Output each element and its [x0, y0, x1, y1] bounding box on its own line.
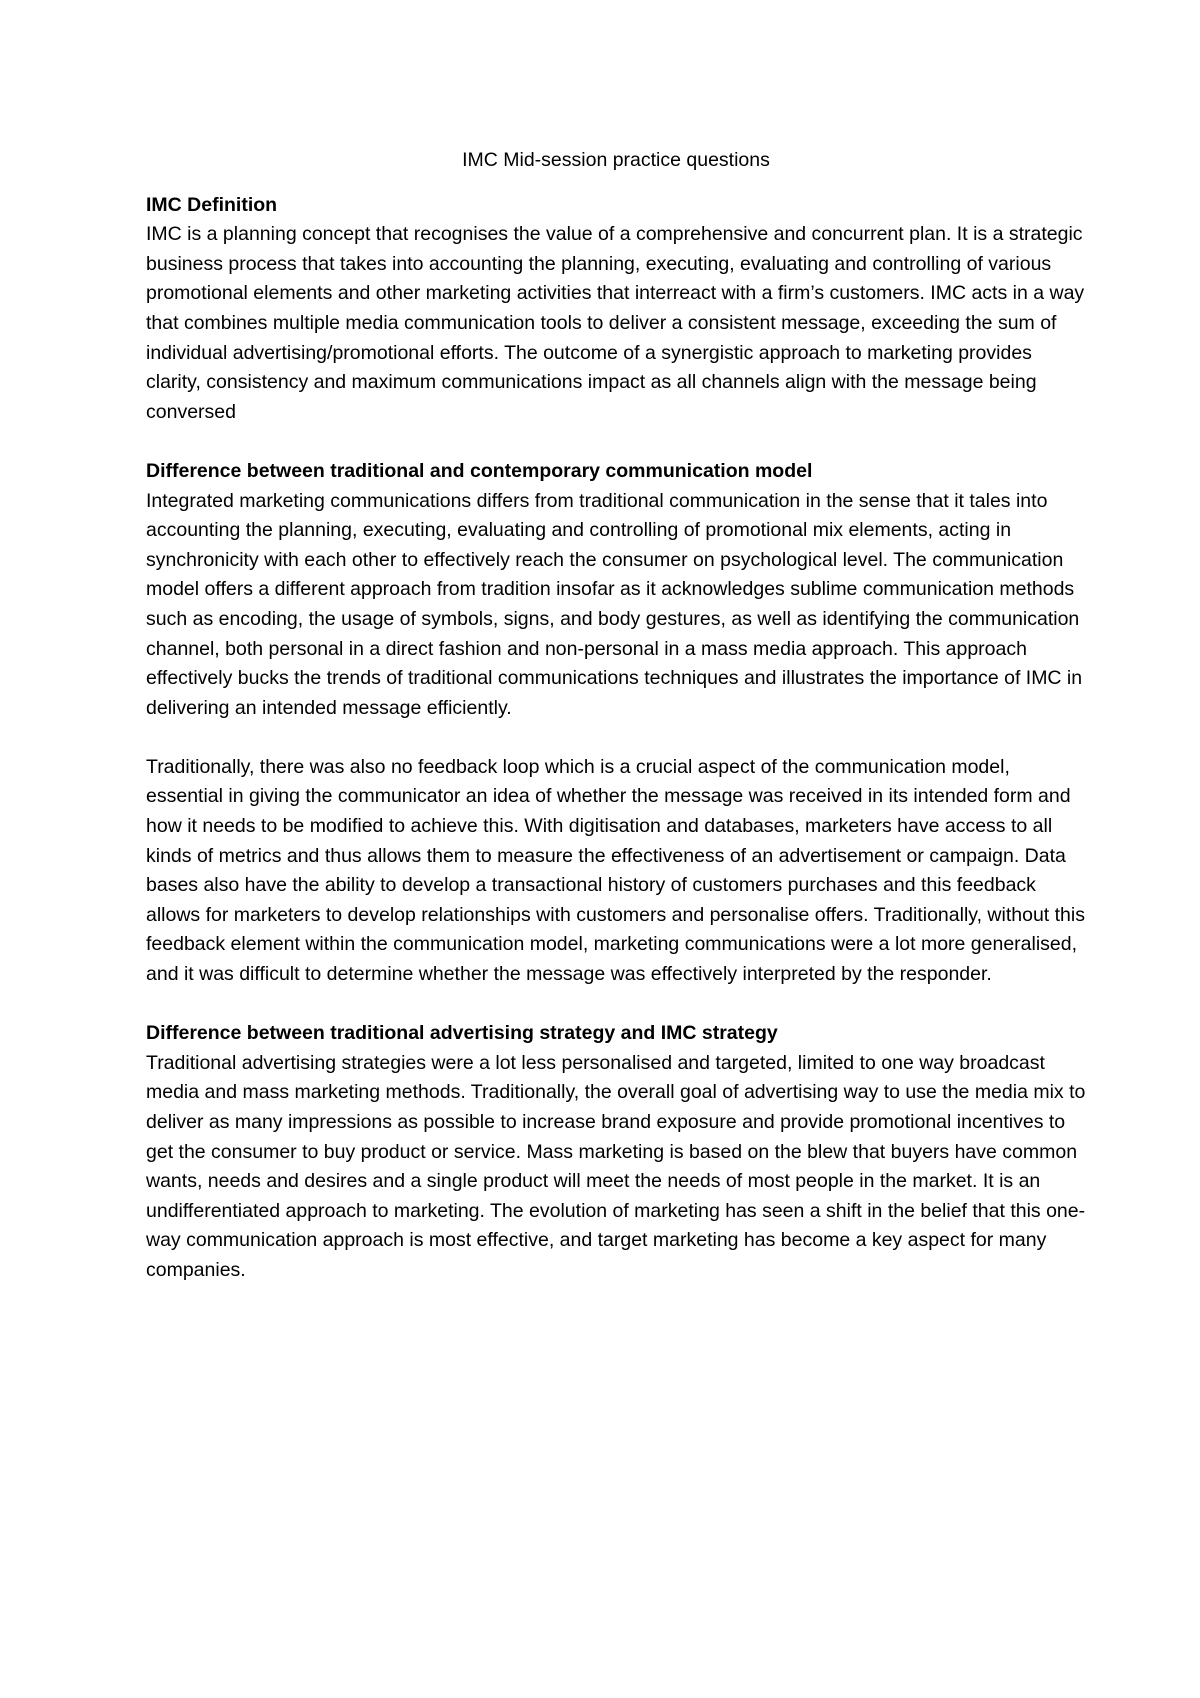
section-advertising-strategy: [146, 1019, 1086, 1285]
paragraph: IMC is a planning concept that recognises the value of a comprehensive and concurrent plan. It is a strategic business process that takes into accounting the planning, executing, evaluating and controlling of various promotional elements and other marketing activities that interreact with a firm’s customers. IMC acts in a way that combines multiple media communication tools to deliver a consistent message, exceeding the sum of individual advertising/promotional efforts. The outcome of a synergistic approach to marketing provides clarity, consistency and maximum communications impact as all channels align with the message being conversed: [146, 223, 1085, 423]
section-heading: Difference between traditional advertising strategy and IMC strategy: [146, 1022, 778, 1045]
paragraph: Traditionally, there was also no feedback loop which is a crucial aspect of the communication model, essential in giving the communicator an idea of whether the message was received in its intended form and how it needs to be modified to achieve this. With digitisation and databases, marketers have access to all kinds of metrics and thus allows them to measure the effectiveness of an advertisement or campaign. Data bases also have the ability to develop a transactional history of customers purchases and this feedback allows for marketers to develop relationships with customers and personalise offers. Traditionally, without this feedback element within the communication model, marketing communications were a lot more generalised, and it was difficult to determine whether the message was effectively interpreted by the responder.: [146, 755, 1085, 986]
section-heading: IMC Definition: [146, 193, 278, 216]
paragraph: Integrated marketing communications differs from traditional communication in the sense that it tales into accounting the planning, executing, evaluating and controlling of promotional mix elements, acting in synchronicity with each other to effectively reach the consumer on psychological level. The communication model offers a different approach from tradition insofar as it acknowledges sublime communication methods such as encoding, the usage of symbols, signs, and body gestures, as well as identifying the communication channel, both personal in a direct fashion and non-personal in a mass media approach. This approach effectively bucks the trends of traditional communications techniques and illustrates the importance of IMC in delivering an intended message efficiently.: [146, 489, 1083, 719]
section-communication-model: [146, 457, 1086, 990]
section-heading: Difference between traditional and contemporary communication model: [146, 459, 813, 482]
section-imc-definition: [146, 191, 1086, 428]
document-page: [146, 146, 1086, 1315]
document-title: IMC Mid-session practice questions: [462, 149, 770, 171]
paragraph: Traditional advertising strategies were a lot less personalised and targeted, limited to one way broadcast media and mass marketing methods. Traditionally, the overall goal of advertising way to use the media mix to deliver as many impressions as possible to increase brand exposure and provide promotional incentives to get the consumer to buy product or service. Mass marketing is based on the blew that buyers have common wants, needs and desires and a single product will meet the needs of most people in the market. It is an undifferentiated approach to marketing. The evolution of marketing has seen a shift in the belief that this one-way communication approach is most effective, and target marketing has become a key aspect for many companies.: [146, 1051, 1086, 1281]
